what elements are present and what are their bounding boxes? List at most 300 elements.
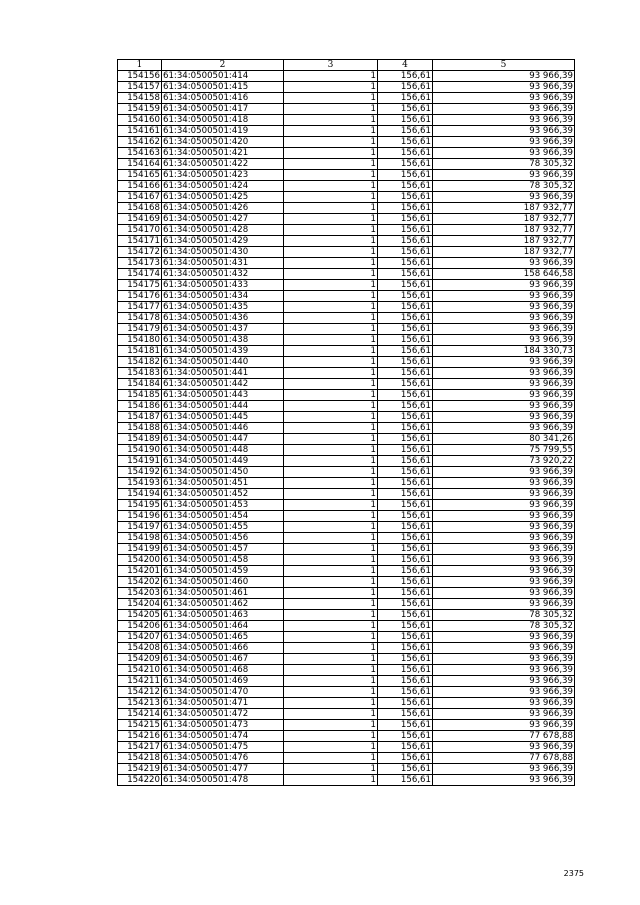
area-cell: 156,61 — [378, 225, 433, 236]
table-row — [118, 225, 575, 236]
value-cell: 93 966,39 — [433, 665, 575, 676]
value-cell: 93 966,39 — [433, 500, 575, 511]
table-row — [118, 170, 575, 181]
cadastral-number-cell: 61:34:0500501:453 — [162, 500, 284, 511]
value-cell: 78 305,32 — [433, 621, 575, 632]
area-cell: 156,61 — [378, 610, 433, 621]
table-row — [118, 203, 575, 214]
count-cell: 1 — [284, 291, 378, 302]
cadastral-number-cell: 61:34:0500501:456 — [162, 533, 284, 544]
value-cell: 93 966,39 — [433, 357, 575, 368]
area-cell: 156,61 — [378, 181, 433, 192]
table-row — [118, 621, 575, 632]
table-row — [118, 93, 575, 104]
cadastral-number-cell: 61:34:0500501:474 — [162, 731, 284, 742]
area-cell: 156,61 — [378, 291, 433, 302]
cadastral-number-cell: 61:34:0500501:449 — [162, 456, 284, 467]
cadastral-number-cell: 61:34:0500501:473 — [162, 720, 284, 731]
row-number-cell: 154214 — [118, 709, 162, 720]
table-row — [118, 764, 575, 775]
row-number-cell: 154161 — [118, 126, 162, 137]
value-cell: 78 305,32 — [433, 610, 575, 621]
area-cell: 156,61 — [378, 390, 433, 401]
count-cell: 1 — [284, 478, 378, 489]
value-cell: 187 932,77 — [433, 203, 575, 214]
value-cell: 93 966,39 — [433, 401, 575, 412]
cadastral-number-cell: 61:34:0500501:445 — [162, 412, 284, 423]
area-cell: 156,61 — [378, 742, 433, 753]
area-cell: 156,61 — [378, 654, 433, 665]
table-row — [118, 555, 575, 566]
area-cell: 156,61 — [378, 203, 433, 214]
row-number-cell: 154175 — [118, 280, 162, 291]
cadastral-number-cell: 61:34:0500501:460 — [162, 577, 284, 588]
cadastral-number-cell: 61:34:0500501:442 — [162, 379, 284, 390]
table-row — [118, 753, 575, 764]
value-cell: 187 932,77 — [433, 236, 575, 247]
value-cell: 93 966,39 — [433, 742, 575, 753]
row-number-cell: 154198 — [118, 533, 162, 544]
count-cell: 1 — [284, 720, 378, 731]
count-cell: 1 — [284, 654, 378, 665]
cadastral-number-cell: 61:34:0500501:439 — [162, 346, 284, 357]
row-number-cell: 154173 — [118, 258, 162, 269]
value-cell: 187 932,77 — [433, 247, 575, 258]
registry-table — [117, 59, 575, 786]
row-number-cell: 154215 — [118, 720, 162, 731]
area-cell: 156,61 — [378, 775, 433, 786]
column-header-2: 2 — [162, 60, 284, 71]
area-cell: 156,61 — [378, 676, 433, 687]
cadastral-number-cell: 61:34:0500501:464 — [162, 621, 284, 632]
table-row — [118, 643, 575, 654]
count-cell: 1 — [284, 588, 378, 599]
row-number-cell: 154176 — [118, 291, 162, 302]
value-cell: 93 966,39 — [433, 687, 575, 698]
row-number-cell: 154166 — [118, 181, 162, 192]
cadastral-number-cell: 61:34:0500501:441 — [162, 368, 284, 379]
row-number-cell: 154193 — [118, 478, 162, 489]
table-row — [118, 82, 575, 93]
count-cell: 1 — [284, 159, 378, 170]
cadastral-number-cell: 61:34:0500501:469 — [162, 676, 284, 687]
cadastral-number-cell: 61:34:0500501:426 — [162, 203, 284, 214]
cadastral-number-cell: 61:34:0500501:466 — [162, 643, 284, 654]
cadastral-number-cell: 61:34:0500501:436 — [162, 313, 284, 324]
value-cell: 93 966,39 — [433, 313, 575, 324]
table-row — [118, 214, 575, 225]
cadastral-number-cell: 61:34:0500501:470 — [162, 687, 284, 698]
cadastral-number-cell: 61:34:0500501:457 — [162, 544, 284, 555]
table-row — [118, 665, 575, 676]
count-cell: 1 — [284, 82, 378, 93]
area-cell: 156,61 — [378, 368, 433, 379]
count-cell: 1 — [284, 214, 378, 225]
cadastral-number-cell: 61:34:0500501:461 — [162, 588, 284, 599]
count-cell: 1 — [284, 775, 378, 786]
cadastral-number-cell: 61:34:0500501:454 — [162, 511, 284, 522]
area-cell: 156,61 — [378, 302, 433, 313]
count-cell: 1 — [284, 379, 378, 390]
area-cell: 156,61 — [378, 445, 433, 456]
table-row — [118, 676, 575, 687]
row-number-cell: 154212 — [118, 687, 162, 698]
count-cell: 1 — [284, 533, 378, 544]
table-row — [118, 544, 575, 555]
table-row — [118, 500, 575, 511]
table-row — [118, 687, 575, 698]
value-cell: 93 966,39 — [433, 522, 575, 533]
value-cell: 93 966,39 — [433, 379, 575, 390]
area-cell: 156,61 — [378, 280, 433, 291]
cadastral-number-cell: 61:34:0500501:463 — [162, 610, 284, 621]
value-cell: 93 966,39 — [433, 412, 575, 423]
cadastral-number-cell: 61:34:0500501:418 — [162, 115, 284, 126]
value-cell: 93 966,39 — [433, 566, 575, 577]
row-number-cell: 154194 — [118, 489, 162, 500]
table-row — [118, 632, 575, 643]
value-cell: 93 966,39 — [433, 698, 575, 709]
cadastral-number-cell: 61:34:0500501:432 — [162, 269, 284, 280]
count-cell: 1 — [284, 181, 378, 192]
value-cell: 93 966,39 — [433, 709, 575, 720]
row-number-cell: 154186 — [118, 401, 162, 412]
table-row — [118, 533, 575, 544]
row-number-cell: 154213 — [118, 698, 162, 709]
cadastral-number-cell: 61:34:0500501:416 — [162, 93, 284, 104]
count-cell: 1 — [284, 126, 378, 137]
table-row — [118, 302, 575, 313]
count-cell: 1 — [284, 753, 378, 764]
cadastral-number-cell: 61:34:0500501:455 — [162, 522, 284, 533]
count-cell: 1 — [284, 445, 378, 456]
row-number-cell: 154158 — [118, 93, 162, 104]
area-cell: 156,61 — [378, 401, 433, 412]
count-cell: 1 — [284, 467, 378, 478]
table-row — [118, 313, 575, 324]
table-row — [118, 456, 575, 467]
cadastral-number-cell: 61:34:0500501:420 — [162, 137, 284, 148]
area-cell: 156,61 — [378, 687, 433, 698]
column-header-3: 3 — [284, 60, 378, 71]
value-cell: 93 966,39 — [433, 324, 575, 335]
value-cell: 93 966,39 — [433, 258, 575, 269]
value-cell: 93 966,39 — [433, 511, 575, 522]
table-row — [118, 148, 575, 159]
table-header — [118, 60, 575, 71]
cadastral-number-cell: 61:34:0500501:448 — [162, 445, 284, 456]
table-row — [118, 709, 575, 720]
count-cell: 1 — [284, 170, 378, 181]
row-number-cell: 154191 — [118, 456, 162, 467]
area-cell: 156,61 — [378, 698, 433, 709]
area-cell: 156,61 — [378, 357, 433, 368]
table-row — [118, 280, 575, 291]
value-cell: 93 966,39 — [433, 137, 575, 148]
count-cell: 1 — [284, 423, 378, 434]
value-cell: 93 966,39 — [433, 588, 575, 599]
value-cell: 77 678,88 — [433, 753, 575, 764]
area-cell: 156,61 — [378, 192, 433, 203]
count-cell: 1 — [284, 335, 378, 346]
value-cell: 93 966,39 — [433, 720, 575, 731]
row-number-cell: 154209 — [118, 654, 162, 665]
count-cell: 1 — [284, 203, 378, 214]
cadastral-number-cell: 61:34:0500501:428 — [162, 225, 284, 236]
table-row — [118, 159, 575, 170]
value-cell: 93 966,39 — [433, 192, 575, 203]
count-cell: 1 — [284, 236, 378, 247]
row-number-cell: 154162 — [118, 137, 162, 148]
value-cell: 93 966,39 — [433, 643, 575, 654]
count-cell: 1 — [284, 511, 378, 522]
value-cell: 93 966,39 — [433, 335, 575, 346]
value-cell: 75 799,55 — [433, 445, 575, 456]
cadastral-number-cell: 61:34:0500501:451 — [162, 478, 284, 489]
table-row — [118, 137, 575, 148]
value-cell: 73 920,22 — [433, 456, 575, 467]
count-cell: 1 — [284, 258, 378, 269]
table-row — [118, 126, 575, 137]
value-cell: 184 330,73 — [433, 346, 575, 357]
row-number-cell: 154163 — [118, 148, 162, 159]
value-cell: 93 966,39 — [433, 93, 575, 104]
count-cell: 1 — [284, 709, 378, 720]
area-cell: 156,61 — [378, 93, 433, 104]
value-cell: 158 646,58 — [433, 269, 575, 280]
area-cell: 156,61 — [378, 313, 433, 324]
cadastral-number-cell: 61:34:0500501:459 — [162, 566, 284, 577]
table-row — [118, 566, 575, 577]
row-number-cell: 154184 — [118, 379, 162, 390]
row-number-cell: 154178 — [118, 313, 162, 324]
row-number-cell: 154204 — [118, 599, 162, 610]
row-number-cell: 154156 — [118, 71, 162, 82]
row-number-cell: 154171 — [118, 236, 162, 247]
row-number-cell: 154182 — [118, 357, 162, 368]
cadastral-number-cell: 61:34:0500501:472 — [162, 709, 284, 720]
area-cell: 156,61 — [378, 170, 433, 181]
cadastral-number-cell: 61:34:0500501:431 — [162, 258, 284, 269]
value-cell: 93 966,39 — [433, 104, 575, 115]
count-cell: 1 — [284, 346, 378, 357]
count-cell: 1 — [284, 434, 378, 445]
table-row — [118, 599, 575, 610]
cadastral-number-cell: 61:34:0500501:425 — [162, 192, 284, 203]
row-number-cell: 154181 — [118, 346, 162, 357]
cadastral-number-cell: 61:34:0500501:450 — [162, 467, 284, 478]
cadastral-number-cell: 61:34:0500501:423 — [162, 170, 284, 181]
area-cell: 156,61 — [378, 412, 433, 423]
value-cell: 93 966,39 — [433, 654, 575, 665]
cadastral-number-cell: 61:34:0500501:417 — [162, 104, 284, 115]
column-header-4: 4 — [378, 60, 433, 71]
table-row — [118, 181, 575, 192]
cadastral-number-cell: 61:34:0500501:444 — [162, 401, 284, 412]
header-row — [118, 60, 575, 71]
table-row — [118, 291, 575, 302]
row-number-cell: 154207 — [118, 632, 162, 643]
table-row — [118, 390, 575, 401]
area-cell: 156,61 — [378, 104, 433, 115]
area-cell: 156,61 — [378, 522, 433, 533]
row-number-cell: 154164 — [118, 159, 162, 170]
table-row — [118, 577, 575, 588]
table-row — [118, 335, 575, 346]
row-number-cell: 154185 — [118, 390, 162, 401]
value-cell: 77 678,88 — [433, 731, 575, 742]
count-cell: 1 — [284, 302, 378, 313]
value-cell: 93 966,39 — [433, 775, 575, 786]
row-number-cell: 154203 — [118, 588, 162, 599]
cadastral-number-cell: 61:34:0500501:458 — [162, 555, 284, 566]
area-cell: 156,61 — [378, 214, 433, 225]
table-row — [118, 610, 575, 621]
area-cell: 156,61 — [378, 764, 433, 775]
table-row — [118, 775, 575, 786]
table-row — [118, 445, 575, 456]
value-cell: 93 966,39 — [433, 544, 575, 555]
table-row — [118, 467, 575, 478]
count-cell: 1 — [284, 566, 378, 577]
table-row — [118, 489, 575, 500]
count-cell: 1 — [284, 390, 378, 401]
cadastral-number-cell: 61:34:0500501:430 — [162, 247, 284, 258]
row-number-cell: 154211 — [118, 676, 162, 687]
area-cell: 156,61 — [378, 346, 433, 357]
column-header-1: 1 — [118, 60, 162, 71]
value-cell: 93 966,39 — [433, 71, 575, 82]
row-number-cell: 154189 — [118, 434, 162, 445]
area-cell: 156,61 — [378, 423, 433, 434]
area-cell: 156,61 — [378, 478, 433, 489]
count-cell: 1 — [284, 621, 378, 632]
row-number-cell: 154160 — [118, 115, 162, 126]
row-number-cell: 154216 — [118, 731, 162, 742]
count-cell: 1 — [284, 247, 378, 258]
row-number-cell: 154218 — [118, 753, 162, 764]
area-cell: 156,61 — [378, 467, 433, 478]
value-cell: 187 932,77 — [433, 225, 575, 236]
cadastral-number-cell: 61:34:0500501:471 — [162, 698, 284, 709]
table-row — [118, 236, 575, 247]
table-row — [118, 368, 575, 379]
count-cell: 1 — [284, 368, 378, 379]
count-cell: 1 — [284, 544, 378, 555]
cadastral-number-cell: 61:34:0500501:443 — [162, 390, 284, 401]
row-number-cell: 154195 — [118, 500, 162, 511]
area-cell: 156,61 — [378, 126, 433, 137]
value-cell: 93 966,39 — [433, 368, 575, 379]
row-number-cell: 154199 — [118, 544, 162, 555]
cadastral-number-cell: 61:34:0500501:437 — [162, 324, 284, 335]
value-cell: 93 966,39 — [433, 115, 575, 126]
area-cell: 156,61 — [378, 566, 433, 577]
row-number-cell: 154210 — [118, 665, 162, 676]
row-number-cell: 154205 — [118, 610, 162, 621]
cadastral-number-cell: 61:34:0500501:434 — [162, 291, 284, 302]
table-row — [118, 412, 575, 423]
row-number-cell: 154165 — [118, 170, 162, 181]
table-row — [118, 434, 575, 445]
table-row — [118, 720, 575, 731]
area-cell: 156,61 — [378, 753, 433, 764]
area-cell: 156,61 — [378, 434, 433, 445]
cadastral-number-cell: 61:34:0500501:452 — [162, 489, 284, 500]
row-number-cell: 154187 — [118, 412, 162, 423]
row-number-cell: 154188 — [118, 423, 162, 434]
area-cell: 156,61 — [378, 720, 433, 731]
row-number-cell: 154196 — [118, 511, 162, 522]
area-cell: 156,61 — [378, 258, 433, 269]
row-number-cell: 154201 — [118, 566, 162, 577]
cadastral-number-cell: 61:34:0500501:447 — [162, 434, 284, 445]
table-row — [118, 71, 575, 82]
value-cell: 93 966,39 — [433, 533, 575, 544]
row-number-cell: 154197 — [118, 522, 162, 533]
value-cell: 93 966,39 — [433, 126, 575, 137]
cadastral-number-cell: 61:34:0500501:477 — [162, 764, 284, 775]
count-cell: 1 — [284, 687, 378, 698]
area-cell: 156,61 — [378, 599, 433, 610]
count-cell: 1 — [284, 456, 378, 467]
count-cell: 1 — [284, 324, 378, 335]
table-row — [118, 247, 575, 258]
value-cell: 93 966,39 — [433, 632, 575, 643]
count-cell: 1 — [284, 522, 378, 533]
cadastral-number-cell: 61:34:0500501:440 — [162, 357, 284, 368]
table-row — [118, 401, 575, 412]
count-cell: 1 — [284, 269, 378, 280]
area-cell: 156,61 — [378, 269, 433, 280]
count-cell: 1 — [284, 731, 378, 742]
count-cell: 1 — [284, 577, 378, 588]
cadastral-number-cell: 61:34:0500501:422 — [162, 159, 284, 170]
area-cell: 156,61 — [378, 621, 433, 632]
count-cell: 1 — [284, 313, 378, 324]
table-row — [118, 346, 575, 357]
table-row — [118, 588, 575, 599]
count-cell: 1 — [284, 555, 378, 566]
row-number-cell: 154169 — [118, 214, 162, 225]
area-cell: 156,61 — [378, 577, 433, 588]
cadastral-number-cell: 61:34:0500501:476 — [162, 753, 284, 764]
value-cell: 187 932,77 — [433, 214, 575, 225]
row-number-cell: 154170 — [118, 225, 162, 236]
cadastral-number-cell: 61:34:0500501:429 — [162, 236, 284, 247]
cadastral-number-cell: 61:34:0500501:419 — [162, 126, 284, 137]
area-cell: 156,61 — [378, 137, 433, 148]
cadastral-number-cell: 61:34:0500501:433 — [162, 280, 284, 291]
table-body — [118, 71, 575, 786]
count-cell: 1 — [284, 698, 378, 709]
cadastral-number-cell: 61:34:0500501:414 — [162, 71, 284, 82]
area-cell: 156,61 — [378, 324, 433, 335]
area-cell: 156,61 — [378, 335, 433, 346]
count-cell: 1 — [284, 665, 378, 676]
value-cell: 93 966,39 — [433, 764, 575, 775]
count-cell: 1 — [284, 412, 378, 423]
row-number-cell: 154159 — [118, 104, 162, 115]
table-row — [118, 698, 575, 709]
count-cell: 1 — [284, 93, 378, 104]
count-cell: 1 — [284, 357, 378, 368]
row-number-cell: 154208 — [118, 643, 162, 654]
area-cell: 156,61 — [378, 643, 433, 654]
area-cell: 156,61 — [378, 247, 433, 258]
count-cell: 1 — [284, 610, 378, 621]
count-cell: 1 — [284, 676, 378, 687]
